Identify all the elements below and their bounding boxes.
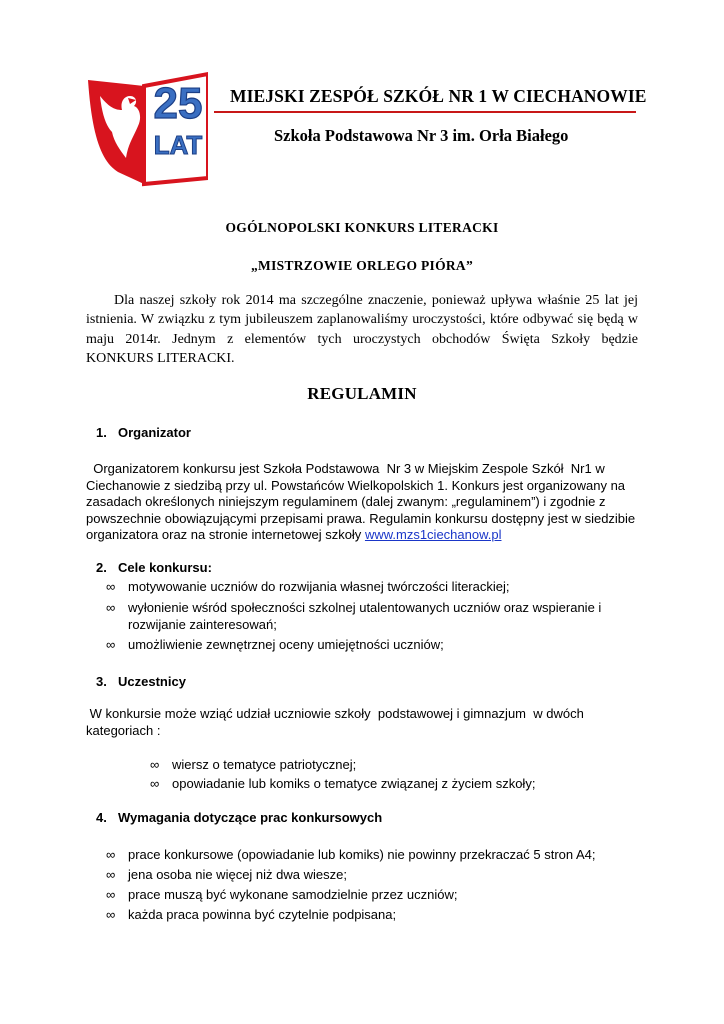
school-subtitle: Szkoła Podstawowa Nr 3 im. Orła Białego [274, 126, 569, 145]
section-title: Wymagania dotyczące prac konkursowych [118, 810, 383, 825]
infinity-bullet-icon: ∞ [106, 907, 116, 922]
list-item-text: prace muszą być wykonane samodzielnie przez uczniów; [128, 887, 458, 902]
paragraph-line: zasadach określonych niniejszym regulaminem (dalej zwanym: „regulaminem”) i zgodnie z [86, 494, 606, 509]
infinity-bullet-icon: ∞ [106, 847, 116, 862]
list-item-text-continued: rozwijanie zainteresowań; [128, 617, 277, 632]
contest-motto: „MISTRZOWIE ORLEGO PIÓRA” [250, 258, 474, 273]
infinity-bullet-icon: ∞ [106, 579, 116, 594]
paragraph-line: kategoriach : [86, 722, 161, 738]
intro-line: istnienia. W związku z tym jubileuszem zaplanowaliśmy uroczystości, które odbywać się będą w [86, 312, 638, 328]
intro-paragraph [86, 291, 638, 368]
intro-line: Dla naszej szkoły rok 2014 ma szczególne znaczenie, ponieważ upływa właśnie 25 lat jej [114, 293, 638, 308]
school-name-heading: MIEJSKI ZESPÓŁ SZKÓŁ NR 1 W CIECHANOWIE [230, 86, 647, 106]
logo-word: LAT [153, 130, 203, 160]
uczestnicy-paragraph [86, 706, 638, 739]
paragraph-line: powszechnie obowiązującymi przepisami prawa. Regulamin konkursu dostępny jest w siedzibie [86, 510, 636, 526]
list-item-text: umożliwienie zewnętrznej oceny umiejętności uczniów; [128, 637, 444, 652]
paragraph-line: W konkursie może wziąć udział uczniowie szkoły podstawowej i gimnazjum w dwóch [86, 706, 584, 721]
intro-line: KONKURS LITERACKI. [86, 350, 235, 366]
section-number: 1. [96, 425, 107, 440]
regulamin-heading: REGULAMIN [307, 384, 417, 403]
paragraph-line: organizatora oraz na stronie internetowej szkoły [86, 527, 365, 542]
section-cele-heading [96, 560, 212, 575]
section-title: Cele konkursu: [118, 560, 212, 575]
infinity-bullet-icon: ∞ [150, 776, 160, 791]
list-item-text: prace konkursowe (opowiadanie lub komiks) nie powinny przekraczać 5 stron A4; [128, 847, 596, 862]
infinity-bullet-icon: ∞ [106, 887, 116, 902]
infinity-bullet-icon: ∞ [106, 600, 116, 615]
list-item-text: motywowanie uczniów do rozwijania własnej twórczości literackiej; [128, 579, 510, 594]
list-item-text: każda praca powinna być czytelnie podpisana; [128, 907, 397, 922]
intro-line: maju 2014r. Jednym z elementów tych uroczystych obchodów Święta Szkoły będzie [86, 331, 638, 347]
section-number: 4. [96, 810, 107, 825]
section-organizator-heading [96, 425, 191, 440]
section-wymagania-heading [96, 810, 382, 825]
section-number: 3. [96, 674, 107, 689]
section-uczestnicy-heading [96, 674, 186, 689]
section-title: Uczestnicy [118, 674, 186, 689]
list-item-text: wyłonienie wśród społeczności szkolnej utalentowanych uczniów oraz wspieranie i [128, 600, 602, 615]
list-item-text: opowiadanie lub komiks o tematyce związanej z życiem szkoły; [172, 776, 536, 791]
school-anniversary-logo [84, 66, 208, 190]
header-divider [214, 111, 636, 113]
contest-title: OGÓLNOPOLSKI KONKURS LITERACKI [225, 220, 499, 235]
infinity-bullet-icon: ∞ [106, 637, 116, 652]
infinity-bullet-icon: ∞ [150, 757, 160, 772]
school-website-link[interactable]: www.mzs1ciechanow.pl [364, 527, 502, 542]
section-title: Organizator [118, 425, 191, 440]
infinity-bullet-icon: ∞ [106, 867, 116, 882]
paragraph-line: Ciechanowie z siedzibą przy ul. Powstańców Wielkopolskich 1. Konkurs jest organizowany na [86, 477, 626, 493]
list-item-text: jena osoba nie więcej niż dwa wiesze; [128, 867, 347, 882]
organizator-paragraph [86, 461, 638, 544]
section-number: 2. [96, 560, 107, 575]
paragraph-line: Organizatorem konkursu jest Szkoła Podstawowa Nr 3 w Miejskim Zespole Szkół Nr1 w [86, 461, 605, 476]
list-item-text: wiersz o tematyce patriotycznej; [172, 757, 357, 772]
logo-number: 25 [153, 79, 203, 128]
